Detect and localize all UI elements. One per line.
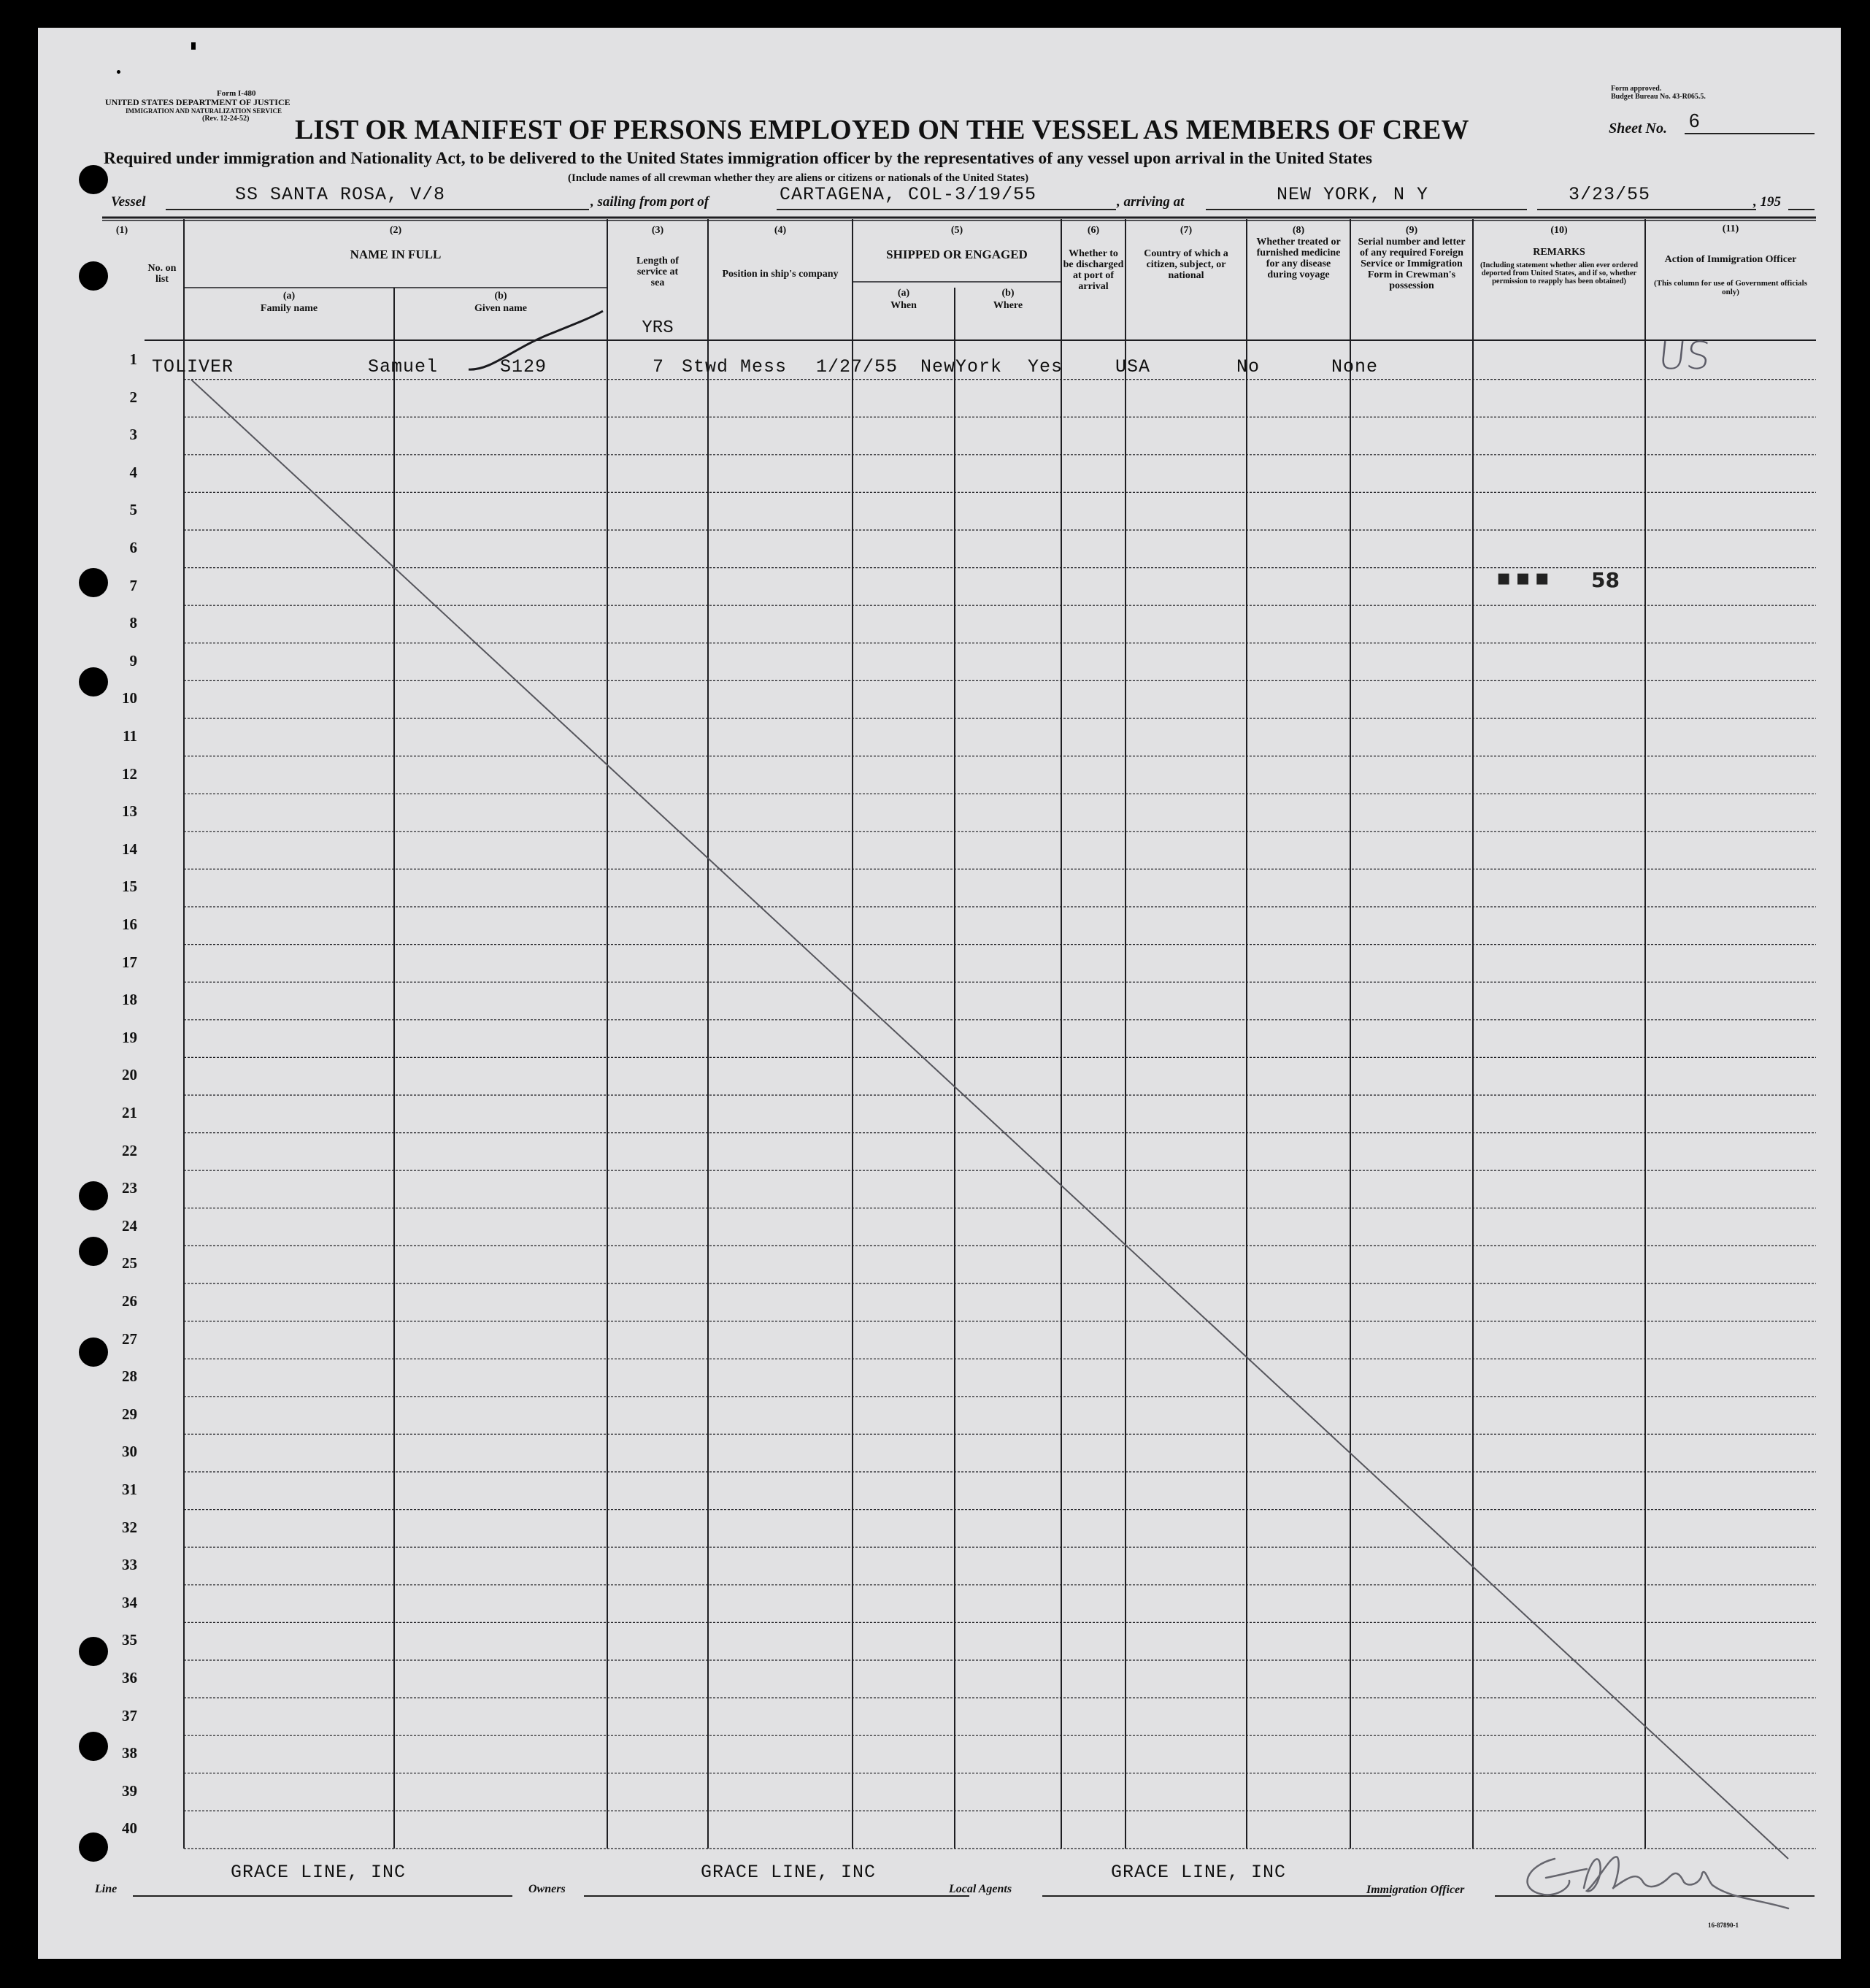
footer-line-value: GRACE LINE, INC bbox=[231, 1862, 407, 1883]
row-number: 30 bbox=[122, 1443, 137, 1461]
col5b-label: Where bbox=[993, 300, 1023, 311]
port-value: CARTAGENA, COL-3/19/55 bbox=[780, 184, 1037, 205]
row-number: 32 bbox=[122, 1518, 137, 1536]
footer-line-field bbox=[133, 1895, 512, 1897]
footer-owners-field bbox=[584, 1895, 969, 1897]
arriving-label: , arriving at bbox=[1117, 194, 1185, 210]
col8-number: (8) bbox=[1292, 225, 1305, 236]
col3-label: Length of service at sea bbox=[636, 256, 679, 288]
entry-shipped-when: 1/27/55 bbox=[816, 356, 899, 377]
col1-number: (1) bbox=[115, 225, 128, 236]
row-number: 6 bbox=[129, 539, 137, 556]
entry-discharged: Yes bbox=[1028, 356, 1063, 377]
col9-number: (9) bbox=[1405, 225, 1418, 236]
row-number: 22 bbox=[122, 1141, 137, 1159]
row-number: 34 bbox=[122, 1593, 137, 1611]
row-number: 16 bbox=[122, 916, 137, 933]
department-name: UNITED STATES DEPARTMENT OF JUSTICE bbox=[105, 97, 290, 107]
row-number: 23 bbox=[122, 1179, 137, 1197]
col2-number: (2) bbox=[389, 225, 402, 236]
entry-serial: None bbox=[1331, 356, 1379, 377]
vessel-name: SS SANTA ROSA, V/8 bbox=[235, 184, 446, 205]
entry-given-code: S129 bbox=[500, 356, 547, 377]
col5a-number: (a) bbox=[897, 288, 910, 299]
footer-officer-label: Immigration Officer bbox=[1366, 1884, 1465, 1896]
footer-line-label: Line bbox=[95, 1883, 118, 1895]
row-number: 28 bbox=[122, 1367, 137, 1386]
entry-officer-mark: US bbox=[1655, 334, 1713, 378]
col7-label: Country of which a citizen, subject, or national bbox=[1144, 248, 1228, 281]
row-number: 3 bbox=[129, 426, 137, 444]
row-number: 10 bbox=[122, 689, 137, 707]
arriving-value: NEW YORK, N Y bbox=[1277, 184, 1429, 205]
sheet-label: Sheet No. bbox=[1609, 120, 1667, 137]
entry-shipped-where: NewYork bbox=[920, 356, 1003, 377]
form-subtitle: Required under immigration and Nationality Act, to be delivered to the United States immigration officer by the representatives of any vessel upon arrival in the United States bbox=[104, 149, 1372, 168]
col3-unit: YRS bbox=[642, 318, 674, 338]
row-number: 18 bbox=[122, 991, 137, 1009]
row-number: 1 bbox=[129, 350, 137, 368]
row-number: 26 bbox=[122, 1292, 137, 1310]
row-number: 11 bbox=[123, 727, 137, 745]
row-number: 17 bbox=[122, 953, 137, 971]
footer-owners-label: Owners bbox=[528, 1883, 566, 1895]
col2b-number: (b) bbox=[494, 291, 507, 302]
form-note: (Include names of all crewman whether they are aliens or citizens or nationals of the United States) bbox=[568, 172, 1029, 184]
year-suffix: , 195 bbox=[1753, 194, 1781, 210]
entry-country: USA bbox=[1115, 356, 1151, 377]
col5-number: (5) bbox=[950, 225, 963, 236]
col10-number: (10) bbox=[1550, 225, 1568, 236]
page-title: LIST OR MANIFEST OF PERSONS EMPLOYED ON THE VESSEL AS MEMBERS OF CREW bbox=[295, 115, 1469, 145]
print-code: 16-87890-1 bbox=[1708, 1922, 1739, 1929]
entry-service-years: 7 bbox=[652, 356, 664, 377]
col4-label: Position in ship's company bbox=[722, 269, 839, 280]
row-number: 12 bbox=[122, 764, 137, 783]
row-number: 29 bbox=[122, 1405, 137, 1423]
row-number: 2 bbox=[129, 388, 137, 406]
row-number: 4 bbox=[129, 463, 137, 481]
row-number: 14 bbox=[122, 840, 137, 858]
manifest-sheet bbox=[38, 28, 1841, 1959]
row-number: 35 bbox=[122, 1631, 137, 1649]
footer-owners-value: GRACE LINE, INC bbox=[701, 1862, 877, 1883]
col11-label: Action of Immigration Officer bbox=[1664, 254, 1797, 265]
row-number: 19 bbox=[122, 1028, 137, 1046]
col2a-number: (a) bbox=[282, 291, 296, 302]
officer-signature bbox=[1511, 1837, 1817, 1917]
row-number: 9 bbox=[129, 651, 137, 669]
service-name: IMMIGRATION AND NATURALIZATION SERVICE bbox=[126, 107, 282, 115]
footer-agents-value: GRACE LINE, INC bbox=[1111, 1862, 1287, 1883]
row-number: 20 bbox=[122, 1066, 137, 1084]
sailing-label: , sailing from port of bbox=[590, 194, 709, 210]
entry-medicine: No bbox=[1236, 356, 1261, 377]
entry-family-name: TOLIVER bbox=[152, 356, 234, 377]
col1-label: No. on list bbox=[147, 263, 177, 285]
col6-number: (6) bbox=[1087, 225, 1100, 236]
col9-label: Serial number and letter of any required Foreign Service or Immigration Form in Crewman's possession bbox=[1358, 237, 1466, 291]
row-number: 36 bbox=[122, 1669, 137, 1686]
col10-sub: (Including statement whether alien ever ordered deported from United States, and if so, whether permission to reapply has been obtained) bbox=[1480, 261, 1639, 285]
row-number: 40 bbox=[122, 1819, 137, 1838]
row-number: 21 bbox=[122, 1104, 137, 1121]
col2-label: NAME IN FULL bbox=[350, 247, 442, 261]
row-number: 31 bbox=[122, 1481, 137, 1498]
entry-position: Stwd Mess bbox=[682, 356, 788, 377]
col5b-number: (b) bbox=[1001, 288, 1015, 299]
row-number: 39 bbox=[122, 1781, 137, 1800]
row-number: 25 bbox=[122, 1254, 137, 1273]
row-number: 24 bbox=[122, 1216, 137, 1235]
col10-label: REMARKS bbox=[1533, 247, 1585, 258]
form-number: Form I-480 bbox=[217, 89, 256, 98]
col8-label: Whether treated or furnished medicine for any disease during voyage bbox=[1256, 237, 1341, 280]
col11-number: (11) bbox=[1722, 223, 1739, 234]
row-number: 38 bbox=[122, 1744, 137, 1762]
vessel-label: Vessel bbox=[111, 194, 146, 210]
col5a-label: When bbox=[890, 300, 917, 311]
row-number: 15 bbox=[122, 878, 137, 896]
form-revision: (Rev. 12-24-52) bbox=[202, 115, 250, 123]
row-number: 5 bbox=[129, 501, 137, 519]
row-number: 7 bbox=[129, 576, 137, 594]
stamp-mark: ▪▪▪ bbox=[1496, 565, 1554, 591]
row-number: 37 bbox=[122, 1706, 137, 1724]
col2b-label: Given name bbox=[474, 303, 527, 314]
form-approval: Form approved. bbox=[1611, 85, 1662, 93]
col4-number: (4) bbox=[774, 225, 787, 236]
row-number: 27 bbox=[122, 1329, 137, 1348]
col5-label: SHIPPED OR ENGAGED bbox=[886, 247, 1028, 261]
row-number: 13 bbox=[122, 802, 137, 821]
col6-label: Whether to be discharged at port of arrival bbox=[1063, 248, 1124, 292]
strike-through-line bbox=[191, 380, 1788, 1859]
footer-agents-field bbox=[1042, 1895, 1391, 1897]
footer-agents-label: Local Agents bbox=[949, 1883, 1012, 1895]
col7-number: (7) bbox=[1180, 225, 1193, 236]
stamp-number: 58 bbox=[1591, 568, 1620, 592]
col11-sub: (This column for use of Government officials only) bbox=[1653, 279, 1807, 296]
budget-bureau: Budget Bureau No. 43-R065.5. bbox=[1611, 93, 1706, 101]
arrival-date: 3/23/55 bbox=[1569, 184, 1651, 205]
manifest-table-grid bbox=[38, 28, 1841, 1959]
sheet-number: 6 bbox=[1689, 110, 1700, 131]
col2a-label: Family name bbox=[260, 303, 318, 314]
row-number: 33 bbox=[122, 1556, 137, 1574]
entry-given-name: Samuel bbox=[368, 356, 439, 377]
row-number: 8 bbox=[129, 614, 137, 632]
col3-number: (3) bbox=[651, 225, 664, 236]
